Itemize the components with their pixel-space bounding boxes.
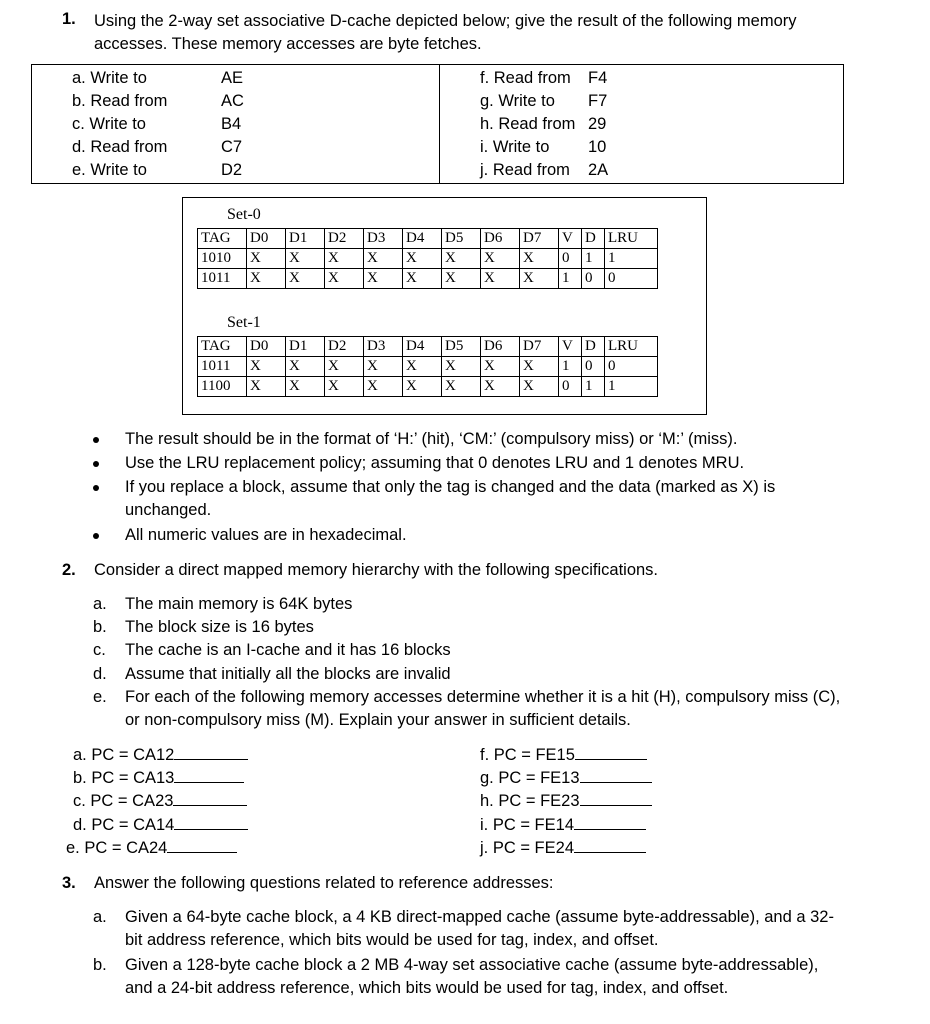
bullet-text: The result should be in the format of ‘H:’ (hit), ‘CM:’ (compulsory miss) or ‘M:’ (miss). — [125, 430, 738, 448]
cache-cell: V — [559, 337, 582, 357]
cache-cell: D4 — [403, 337, 442, 357]
cache-cell: X — [442, 249, 481, 269]
pc-item — [73, 744, 248, 766]
cache-cell: X — [481, 269, 520, 289]
list-item — [93, 639, 853, 662]
q2-text: Consider a direct mapped memory hierarchy with the following specifications. — [94, 561, 659, 579]
access-label: b. Read from — [72, 92, 168, 110]
access-address: F7 — [588, 92, 608, 110]
cache-cell: 0 — [605, 357, 658, 377]
cache-cell: 1 — [605, 377, 658, 397]
bullet-dot — [93, 437, 99, 443]
cache-cell: D0 — [247, 337, 286, 357]
cache-cell: X — [286, 269, 325, 289]
access-address: AC — [221, 92, 244, 110]
cache-cell: 1 — [605, 249, 658, 269]
cache-cell: D5 — [442, 229, 481, 249]
access-item — [72, 67, 272, 89]
cache-cell: 1100 — [198, 377, 247, 397]
list-marker: a. — [93, 908, 107, 926]
cache-header-row — [198, 229, 658, 249]
answer-blank — [575, 745, 647, 760]
pc-text: f. PC = FE15 — [480, 746, 575, 764]
cache-row — [198, 249, 658, 269]
answer-blank — [574, 838, 646, 853]
cache-cell: X — [403, 377, 442, 397]
bullet-dot — [93, 485, 99, 491]
cache-cell: LRU — [605, 337, 658, 357]
cache-cell: X — [364, 249, 403, 269]
answer-blank — [174, 815, 248, 830]
access-item — [480, 159, 680, 181]
list-text: For each of the following memory accesses determine whether it is a hit (H), compulsory miss (C), or non-compulsory miss (M). Explain your answer in sufficient details. — [125, 688, 841, 729]
access-address: 10 — [588, 138, 607, 156]
access-address: C7 — [221, 138, 243, 156]
pc-item — [480, 837, 646, 859]
access-label: h. Read from — [480, 115, 576, 133]
cache-cell: 1 — [559, 357, 582, 377]
pc-item — [480, 790, 652, 812]
cache-cell: TAG — [198, 337, 247, 357]
cache-cell: 0 — [582, 269, 605, 289]
answer-blank — [173, 791, 247, 806]
q1-text-line2: accesses. These memory accesses are byte fetches. — [94, 35, 482, 53]
access-item — [72, 90, 272, 112]
set1-title: Set-1 — [227, 314, 261, 331]
pc-text: i. PC = FE14 — [480, 816, 574, 834]
cache-cell: D — [582, 337, 605, 357]
q1-text — [94, 10, 797, 56]
cache-cell: X — [442, 269, 481, 289]
cache-row — [198, 357, 658, 377]
cache-cell: X — [286, 249, 325, 269]
pc-text: a. PC = CA12 — [73, 746, 175, 764]
q3-text: Answer the following questions related to reference addresses: — [94, 874, 554, 892]
pc-text: c. PC = CA23 — [73, 792, 174, 810]
bullet-text: All numeric values are in hexadecimal. — [125, 526, 407, 544]
list-item — [93, 906, 853, 952]
cache-cell: 0 — [559, 377, 582, 397]
cache-cell: 1 — [582, 377, 605, 397]
pc-text: e. PC = CA24 — [66, 839, 168, 857]
cache-cell: X — [442, 377, 481, 397]
pc-text: h. PC = FE23 — [480, 792, 580, 810]
answer-blank — [580, 768, 652, 783]
cache-cell: TAG — [198, 229, 247, 249]
answer-blank — [580, 791, 652, 806]
pc-text: j. PC = FE24 — [480, 839, 574, 857]
cache-cell: X — [403, 249, 442, 269]
bullet-text: If you replace a block, assume that only the tag is changed and the data (marked as X) is unchanged. — [125, 478, 776, 519]
cache-cell: X — [286, 357, 325, 377]
pc-text: d. PC = CA14 — [73, 816, 175, 834]
list-item — [93, 616, 853, 639]
cache-cell: X — [520, 377, 559, 397]
access-item — [480, 136, 680, 158]
answer-blank — [174, 745, 248, 760]
pc-item — [66, 837, 237, 859]
cache-cell: X — [364, 357, 403, 377]
list-text: Given a 128-byte cache block a 2 MB 4-way set associative cache (assume byte-addressable), and a 24-bit address reference, which bits would be used for tag, index, and offset. — [125, 956, 819, 997]
access-address: 29 — [588, 115, 607, 133]
cache-cell: 1011 — [198, 269, 247, 289]
list-marker: b. — [93, 956, 107, 974]
list-text: Given a 64-byte cache block, a 4 KB direct-mapped cache (assume byte-addressable), and a 32-bit address reference, which bits would be used for tag, index, and offset. — [125, 908, 834, 949]
cache-cell: 0 — [582, 357, 605, 377]
accesses-box — [31, 64, 844, 184]
cache-cell: X — [247, 357, 286, 377]
accesses-divider — [439, 65, 440, 183]
list-item — [93, 663, 853, 686]
access-label: i. Write to — [480, 138, 550, 156]
cache-cell: D5 — [442, 337, 481, 357]
answer-blank — [174, 768, 244, 783]
set0-table — [197, 228, 658, 289]
access-label: f. Read from — [480, 69, 571, 87]
pc-item — [480, 814, 646, 836]
cache-cell: D7 — [520, 229, 559, 249]
cache-diagram — [182, 197, 707, 415]
cache-cell: LRU — [605, 229, 658, 249]
cache-cell: X — [325, 377, 364, 397]
cache-header-row — [198, 337, 658, 357]
cache-cell: 1011 — [198, 357, 247, 377]
cache-row — [198, 269, 658, 289]
cache-cell: X — [325, 249, 364, 269]
list-item — [93, 954, 853, 1000]
cache-cell: 0 — [605, 269, 658, 289]
bullet-dot — [93, 461, 99, 467]
list-marker: c. — [93, 641, 106, 659]
cache-cell: D3 — [364, 337, 403, 357]
cache-cell: D0 — [247, 229, 286, 249]
q2-number: 2. — [62, 561, 76, 579]
cache-cell: X — [481, 377, 520, 397]
access-address: 2A — [588, 161, 609, 179]
pc-item — [73, 767, 244, 789]
access-item — [72, 136, 272, 158]
cache-cell: D2 — [325, 337, 364, 357]
cache-cell: X — [364, 269, 403, 289]
access-label: a. Write to — [72, 69, 147, 87]
cache-cell: X — [520, 249, 559, 269]
access-label: j. Read from — [480, 161, 570, 179]
list-text: The block size is 16 bytes — [125, 618, 314, 636]
cache-cell: 1 — [559, 269, 582, 289]
list-marker: a. — [93, 595, 107, 613]
pc-item — [73, 790, 247, 812]
q1-number: 1. — [62, 10, 76, 28]
cache-cell: X — [403, 269, 442, 289]
cache-row — [198, 377, 658, 397]
access-label: c. Write to — [72, 115, 146, 133]
access-address: B4 — [221, 115, 242, 133]
cache-cell: X — [286, 377, 325, 397]
cache-cell: X — [247, 377, 286, 397]
access-item — [480, 90, 680, 112]
pc-item — [73, 814, 248, 836]
access-label: g. Write to — [480, 92, 555, 110]
set1-table — [197, 336, 658, 397]
cache-cell: X — [481, 357, 520, 377]
cache-cell: D6 — [481, 229, 520, 249]
access-item — [480, 113, 680, 135]
cache-cell: D6 — [481, 337, 520, 357]
cache-cell: X — [325, 357, 364, 377]
bullet-dot — [93, 533, 99, 539]
q3-number: 3. — [62, 874, 76, 892]
cache-cell: X — [520, 269, 559, 289]
cache-cell: D3 — [364, 229, 403, 249]
cache-cell: D2 — [325, 229, 364, 249]
access-label: d. Read from — [72, 138, 168, 156]
list-item — [93, 593, 853, 616]
set0-title: Set-0 — [227, 206, 261, 223]
cache-cell: X — [364, 377, 403, 397]
pc-text: g. PC = FE13 — [480, 769, 580, 787]
list-marker: d. — [93, 665, 107, 683]
list-marker: b. — [93, 618, 107, 636]
cache-cell: 1010 — [198, 249, 247, 269]
cache-cell: X — [325, 269, 364, 289]
access-item — [72, 113, 272, 135]
cache-cell: X — [520, 357, 559, 377]
access-address: AE — [221, 69, 244, 87]
cache-cell: X — [442, 357, 481, 377]
cache-cell: 0 — [559, 249, 582, 269]
list-text: Assume that initially all the blocks are invalid — [125, 665, 451, 683]
cache-cell: X — [247, 249, 286, 269]
q1-text-line1: Using the 2-way set associative D-cache depicted below; give the result of the following memory — [94, 12, 797, 30]
list-marker: e. — [93, 688, 107, 706]
access-address: F4 — [588, 69, 608, 87]
pc-item — [480, 767, 652, 789]
cache-cell: D1 — [286, 229, 325, 249]
cache-cell: X — [481, 249, 520, 269]
cache-cell: X — [403, 357, 442, 377]
list-item — [93, 686, 853, 732]
cache-cell: D4 — [403, 229, 442, 249]
access-item — [72, 159, 272, 181]
cache-cell: 1 — [582, 249, 605, 269]
bullet-text: Use the LRU replacement policy; assuming that 0 denotes LRU and 1 denotes MRU. — [125, 454, 745, 472]
answer-blank — [574, 815, 646, 830]
answer-blank — [167, 838, 237, 853]
cache-cell: D1 — [286, 337, 325, 357]
cache-cell: V — [559, 229, 582, 249]
access-address: D2 — [221, 161, 243, 179]
list-text: The main memory is 64K bytes — [125, 595, 353, 613]
access-label: e. Write to — [72, 161, 147, 179]
access-item — [480, 67, 680, 89]
cache-cell: D — [582, 229, 605, 249]
pc-item — [480, 744, 647, 766]
list-text: The cache is an I-cache and it has 16 blocks — [125, 641, 451, 659]
cache-cell: X — [247, 269, 286, 289]
cache-cell: D7 — [520, 337, 559, 357]
pc-text: b. PC = CA13 — [73, 769, 175, 787]
